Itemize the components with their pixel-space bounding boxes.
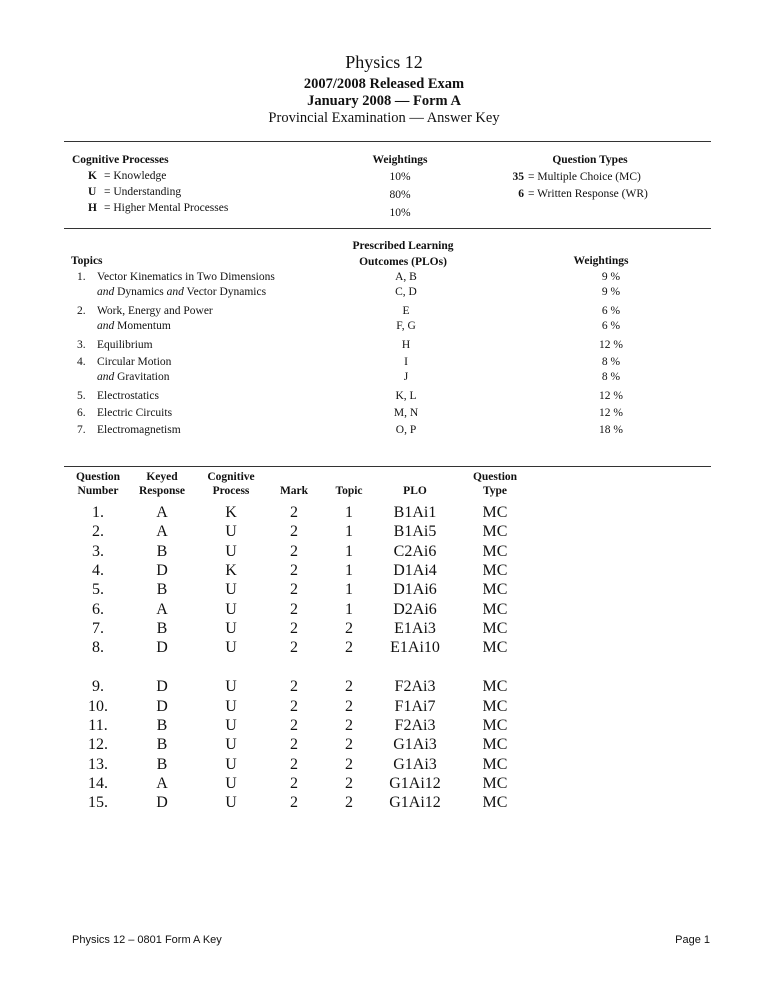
cell-plo: D1Ai6 — [393, 581, 437, 599]
cell-question-type: MC — [482, 542, 508, 560]
header-line2: PLO — [403, 485, 427, 497]
plo-value: C, D — [395, 286, 417, 298]
table-row — [0, 522, 768, 541]
header-line2: Response — [138, 485, 185, 497]
topic-weighting — [576, 423, 646, 438]
cell-topic: 1 — [345, 542, 353, 560]
cell-plo: G1Ai3 — [393, 736, 437, 754]
header-line2: Type — [482, 485, 508, 497]
cell-plo: D1Ai4 — [393, 561, 437, 579]
cognitive-item — [88, 168, 292, 184]
cell-question-number: 14. — [88, 774, 108, 792]
cognitive-list — [72, 168, 292, 216]
plo-title-line1: Prescribed Learning — [352, 240, 454, 252]
cell-question-number: 1. — [92, 504, 104, 521]
cell-plo: F1Ai7 — [394, 697, 436, 715]
topic-plo — [366, 389, 446, 404]
plo-value: A, B — [395, 271, 417, 283]
cell-mark: 2 — [290, 600, 298, 618]
cognitive-title: Cognitive Processes — [72, 154, 169, 166]
cell-question-number: 5. — [92, 581, 104, 599]
cell-keyed-response: A — [156, 523, 168, 541]
cell-plo: G1Ai12 — [389, 774, 441, 792]
plo-title-line2: Outcomes (PLOs) — [359, 256, 447, 268]
cell-plo: E1Ai10 — [390, 639, 440, 657]
header-line2: Mark — [279, 485, 309, 497]
question-type-label: = Written Response (WR) — [528, 188, 648, 200]
weighting-value: 18 % — [599, 424, 623, 436]
cell-question-number: 15. — [88, 794, 108, 812]
table-row — [0, 600, 768, 619]
cell-question-number: 10. — [88, 697, 108, 715]
topic-number: 1. — [77, 271, 86, 283]
cell-cognitive-process: U — [225, 794, 237, 812]
topic-part: Dynamics — [114, 286, 167, 298]
weight-u: 80% — [389, 189, 411, 201]
cognitive-item — [88, 200, 292, 216]
plo-value: E — [402, 305, 410, 317]
cell-topic: 1 — [345, 523, 353, 541]
topic-part: Momentum — [114, 320, 171, 332]
weight-h: 10% — [389, 207, 411, 219]
weighting-value: 12 % — [599, 407, 623, 419]
topic-name-line2 — [97, 370, 337, 385]
plo-value: I — [404, 356, 408, 368]
cell-mark: 2 — [290, 717, 298, 734]
plo-value: K, L — [395, 390, 417, 402]
question-types — [500, 152, 680, 202]
topic-name: Electromagnetism — [97, 424, 181, 436]
cognitive-code: U — [88, 186, 97, 198]
plo-value: O, P — [395, 424, 417, 436]
cell-plo: D2Ai6 — [393, 600, 437, 618]
weighting-value: 9 % — [601, 271, 621, 283]
cell-question-number: 13. — [88, 755, 108, 773]
question-types-title: Question Types — [552, 154, 628, 166]
plo-title — [330, 238, 476, 270]
topic-name: Vector Kinematics in Two Dimensions — [97, 271, 275, 283]
exam-session: January 2008 — Form A — [307, 93, 461, 109]
topic-name: Circular Motion — [97, 356, 172, 368]
cell-cognitive-process: U — [225, 581, 237, 599]
table-row — [0, 561, 768, 580]
cell-topic: 2 — [345, 619, 353, 637]
topic-weighting — [576, 304, 646, 334]
weighting-value: 12 % — [599, 339, 623, 351]
topic-and: and — [97, 286, 115, 298]
table-row — [0, 735, 768, 754]
header-line2: Topic — [335, 485, 363, 497]
table-row — [0, 716, 768, 735]
topic-weighting — [576, 355, 646, 385]
cell-topic: 1 — [345, 600, 353, 618]
topic-name: Equilibrium — [97, 339, 153, 351]
topic-number: 7. — [77, 424, 86, 436]
cell-plo: B1Ai5 — [393, 523, 437, 541]
topic-part: Gravitation — [114, 371, 170, 383]
cell-cognitive-process: K — [225, 561, 237, 579]
table-row — [0, 774, 768, 793]
cell-topic: 2 — [345, 678, 353, 696]
table-row — [0, 677, 768, 696]
cell-keyed-response: B — [156, 755, 168, 773]
topic-weighting — [576, 270, 646, 300]
cell-cognitive-process: U — [225, 717, 237, 734]
cell-question-type: MC — [482, 755, 508, 773]
cell-mark: 2 — [290, 678, 298, 696]
weighting-value: 12 % — [599, 390, 623, 402]
cognitive-weight-title: Weightings — [372, 154, 428, 166]
cell-question-type: MC — [482, 794, 508, 812]
cell-topic: 2 — [345, 639, 353, 657]
cell-mark: 2 — [290, 794, 298, 812]
cell-cognitive-process: U — [225, 639, 237, 657]
cell-keyed-response: A — [156, 600, 168, 618]
question-type-count: 35 — [512, 171, 524, 183]
topic-part: Vector Dynamics — [183, 286, 267, 298]
header-line2: Number — [77, 485, 119, 497]
cell-mark: 2 — [290, 697, 298, 715]
cell-question-type: MC — [482, 561, 508, 579]
table-row — [0, 503, 768, 522]
cell-keyed-response: B — [156, 542, 168, 560]
cell-question-type: MC — [482, 619, 508, 637]
header-line1: Question — [472, 471, 518, 483]
cell-mark: 2 — [290, 504, 298, 521]
plo-value: M, N — [393, 407, 419, 419]
cell-topic: 2 — [345, 697, 353, 715]
cell-keyed-response: D — [156, 697, 168, 715]
topic-weighting — [576, 406, 646, 421]
cell-question-type: MC — [482, 736, 508, 754]
topic-cell — [97, 304, 337, 334]
cell-keyed-response: D — [156, 639, 168, 657]
weighting-value: 8 % — [601, 356, 621, 368]
cognitive-label: = Knowledge — [104, 170, 167, 182]
header-col-mark — [274, 470, 314, 498]
cognitive-label: = Understanding — [104, 186, 182, 198]
topic-number: 5. — [77, 390, 86, 402]
cell-keyed-response: A — [156, 774, 168, 792]
cell-keyed-response: B — [156, 581, 168, 599]
question-type-item — [500, 186, 680, 202]
header-line1: Question — [75, 471, 121, 483]
cell-cognitive-process: U — [225, 697, 237, 715]
cell-mark: 2 — [290, 561, 298, 579]
header-col-topic — [329, 470, 369, 498]
topic-cell — [97, 355, 337, 385]
header-line1 — [274, 470, 314, 484]
exam-title: 2007/2008 Released Exam — [303, 76, 465, 92]
cell-mark: 2 — [290, 542, 298, 560]
cell-cognitive-process: U — [225, 678, 237, 696]
topic-plo — [366, 338, 446, 353]
topic-name: Electrostatics — [97, 390, 159, 402]
exam-subtitle: Provincial Examination — Answer Key — [268, 110, 500, 126]
cell-question-type: MC — [482, 600, 508, 618]
weighting-value: 6 % — [601, 305, 621, 317]
topic-and: and — [166, 286, 184, 298]
cell-cognitive-process: U — [225, 736, 237, 754]
cell-question-number: 9. — [92, 678, 104, 696]
topic-and: and — [97, 371, 115, 383]
cell-mark: 2 — [290, 619, 298, 637]
cognitive-processes — [72, 152, 292, 216]
header-col-question-type — [460, 470, 530, 498]
cell-plo: F2Ai3 — [394, 678, 436, 696]
topic-name: Work, Energy and Power — [97, 305, 213, 317]
topic-number: 2. — [77, 305, 86, 317]
cell-keyed-response: B — [156, 736, 168, 754]
weighting-value: 9 % — [601, 286, 621, 298]
cell-plo: G1Ai3 — [393, 755, 437, 773]
topic-number: 3. — [77, 339, 86, 351]
topics-weight-title: Weightings — [573, 255, 629, 267]
topic-plo — [366, 423, 446, 438]
cognitive-weightings — [350, 152, 450, 221]
cell-topic: 2 — [345, 794, 353, 812]
cell-cognitive-process: K — [225, 504, 237, 521]
cell-cognitive-process: U — [225, 774, 237, 792]
header-col-question-number — [63, 470, 133, 498]
topic-weighting — [576, 389, 646, 404]
cell-plo: E1Ai3 — [394, 619, 436, 637]
header-line1 — [329, 470, 369, 484]
topics-title: Topics — [71, 255, 103, 267]
cell-mark: 2 — [290, 736, 298, 754]
cell-cognitive-process: U — [225, 600, 237, 618]
table-row — [0, 542, 768, 561]
table-row — [0, 638, 768, 657]
cell-question-type: MC — [482, 774, 508, 792]
table-row — [0, 697, 768, 716]
topic-plo — [366, 355, 446, 385]
cell-topic: 1 — [345, 581, 353, 599]
weighting-value: 6 % — [601, 320, 621, 332]
question-type-count: 6 — [518, 188, 524, 200]
topic-number: 4. — [77, 356, 86, 368]
topic-cell — [97, 338, 337, 353]
section-rule — [64, 228, 711, 229]
table-row — [0, 755, 768, 774]
cell-mark: 2 — [290, 774, 298, 792]
cell-question-number: 7. — [92, 619, 104, 637]
cell-mark: 2 — [290, 755, 298, 773]
cognitive-code: K — [88, 170, 97, 182]
cell-question-type: MC — [482, 678, 508, 696]
cell-cognitive-process: U — [225, 523, 237, 541]
header-col-plo — [380, 470, 450, 498]
topic-plo — [366, 406, 446, 421]
cell-topic: 2 — [345, 717, 353, 734]
page-subject: Physics 12 — [345, 52, 423, 72]
footer-left: Physics 12 – 0801 Form A Key — [72, 934, 222, 946]
cell-keyed-response: B — [156, 619, 168, 637]
cell-question-type: MC — [482, 523, 508, 541]
cell-keyed-response: A — [156, 504, 168, 521]
plo-value: J — [403, 371, 409, 383]
cell-question-number: 3. — [92, 542, 104, 560]
weighting-value: 8 % — [601, 371, 621, 383]
cell-question-number: 11. — [88, 717, 108, 734]
header-line1: Cognitive — [207, 471, 255, 483]
footer-page-number: Page 1 — [675, 934, 710, 946]
cell-question-number: 4. — [92, 561, 104, 579]
topic-name-line2 — [97, 285, 337, 300]
cell-cognitive-process: U — [225, 755, 237, 773]
cognitive-code: H — [88, 202, 97, 214]
question-types-list — [500, 169, 680, 202]
topic-weighting — [576, 338, 646, 353]
cell-topic: 2 — [345, 774, 353, 792]
cell-plo: C2Ai6 — [393, 542, 437, 560]
cell-question-type: MC — [482, 697, 508, 715]
table-row — [0, 619, 768, 638]
plo-value: H — [401, 339, 411, 351]
topic-and: and — [97, 320, 115, 332]
cell-topic: 2 — [345, 755, 353, 773]
cell-cognitive-process: U — [225, 619, 237, 637]
cognitive-label: = Higher Mental Processes — [104, 202, 229, 214]
cell-question-number: 12. — [88, 736, 108, 754]
cognitive-item — [88, 184, 292, 200]
cell-plo: G1Ai12 — [389, 794, 441, 812]
header-line1: Keyed — [146, 471, 178, 483]
cell-keyed-response: D — [156, 678, 168, 696]
cell-plo: B1Ai1 — [393, 504, 437, 521]
header-col-cognitive-process — [196, 470, 266, 498]
cell-keyed-response: D — [156, 794, 168, 812]
topic-cell — [97, 270, 337, 300]
topic-number: 6. — [77, 407, 86, 419]
cell-question-number: 2. — [92, 523, 104, 541]
cell-mark: 2 — [290, 523, 298, 541]
cell-question-type: MC — [482, 717, 508, 734]
weight-k: 10% — [389, 171, 411, 183]
cell-topic: 1 — [345, 504, 353, 521]
cell-question-type: MC — [482, 639, 508, 657]
cell-question-number: 6. — [92, 600, 104, 618]
cell-keyed-response: D — [156, 561, 168, 579]
question-type-item — [500, 169, 680, 185]
cell-topic: 1 — [345, 561, 353, 579]
topic-name-line2 — [97, 319, 337, 334]
question-type-label: = Multiple Choice (MC) — [528, 171, 641, 183]
cell-cognitive-process: U — [225, 542, 237, 560]
topic-cell — [97, 389, 337, 404]
header-rule — [64, 141, 711, 142]
cell-plo: F2Ai3 — [394, 717, 436, 734]
table-row — [0, 580, 768, 599]
cell-keyed-response: B — [156, 717, 168, 734]
topic-cell — [97, 423, 337, 438]
header-line2: Process — [212, 485, 250, 497]
table-rule — [64, 466, 711, 467]
cell-mark: 2 — [290, 581, 298, 599]
header-col-keyed-response — [127, 470, 197, 498]
table-row — [0, 793, 768, 812]
cell-topic: 2 — [345, 736, 353, 754]
plo-value: F, G — [396, 320, 416, 332]
cell-question-type: MC — [482, 504, 508, 521]
cell-question-type: MC — [482, 581, 508, 599]
topic-cell — [97, 406, 337, 421]
topic-plo — [366, 270, 446, 300]
topic-plo — [366, 304, 446, 334]
header-line1 — [380, 470, 450, 484]
topic-name: Electric Circuits — [97, 407, 173, 419]
cell-mark: 2 — [290, 639, 298, 657]
cell-question-number: 8. — [92, 639, 104, 657]
